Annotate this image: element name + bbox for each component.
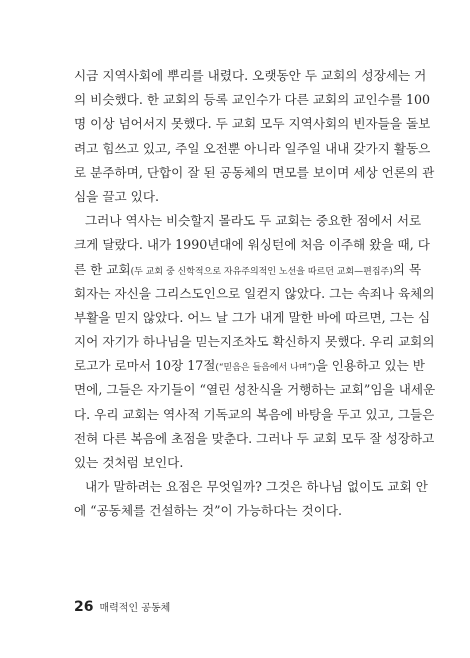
text-line: 로 분주하며, 단합이 잘 된 공동체의 면모를 보이며 세상 언론의 관 xyxy=(74,164,435,180)
text-line: 전혀 다른 복음에 초점을 맞춘다. 그러나 두 교회 모두 잘 성장하고 xyxy=(74,430,435,446)
page-footer xyxy=(74,598,170,617)
text-line: 려고 힘쓰고 있고, 주일 오전뿐 아니라 일주일 내내 갖가지 활동으 xyxy=(74,140,431,156)
text-line: 심을 끌고 있다. xyxy=(74,188,160,204)
scripture-note: (“믿음은 들음에서 나며”) xyxy=(215,363,316,374)
text-line: 회자는 자신을 그리스도인으로 일컫지 않았다. 그는 속죄나 육체의 xyxy=(74,285,435,301)
text-segment: 을 인용하고 있는 반 xyxy=(315,358,425,374)
text-segment: 의 목 xyxy=(392,261,422,277)
text-line xyxy=(74,354,425,378)
text-line xyxy=(74,258,422,282)
text-line: 시금 지역사회에 뿌리를 내렸다. 오랫동안 두 교회의 성장세는 거 xyxy=(74,68,427,83)
text-line: 에 “공동체를 건설하는 것”이 가능하다는 것이다. xyxy=(74,503,343,519)
text-line: 있는 것처럼 보인다. xyxy=(74,455,184,470)
editor-note: (두 교회 중 신학적으로 자유주의적인 노선을 따르던 교회—편집주) xyxy=(130,266,393,277)
page-number: 26 xyxy=(74,599,94,615)
text-line: 명 이상 넘어서지 못했다. 두 교회 모두 지역사회의 빈자들을 돌보 xyxy=(74,116,431,132)
text-line: 크게 달랐다. 내가 1990년대에 워싱턴에 처음 이주해 왔을 때, 다 xyxy=(74,237,430,253)
text-line: 다. 우리 교회는 역사적 기독교의 복음에 바탕을 두고 있고, 그들은 xyxy=(74,406,435,422)
text-line: 면에, 그들은 자기들이 “열린 성찬식을 거행하는 교회”임을 내세운 xyxy=(74,382,436,398)
text-line: 의 비슷했다. 한 교회의 등록 교인수가 다른 교회의 교인수를 100 xyxy=(74,92,431,108)
text-segment: 로고가 로마서 10장 17절 xyxy=(74,358,216,374)
text-line: 지어 자기가 하나님을 믿는지조차도 확신하지 못했다. 우리 교회의 xyxy=(74,334,435,350)
running-title: 매력적인 공동체 xyxy=(99,603,171,614)
body-text xyxy=(74,64,436,524)
text-line: 그러나 역사는 비슷할지 몰라도 두 교회는 중요한 점에서 서로 xyxy=(85,213,422,229)
text-segment: 른 한 교회 xyxy=(74,261,131,277)
text-line: 내가 말하려는 요점은 무엇일까? 그것은 하나님 없이도 교회 안 xyxy=(85,479,428,495)
text-line: 부활을 믿지 않았다. 어느 날 그가 내게 말한 바에 따르면, 그는 심 xyxy=(74,309,431,325)
